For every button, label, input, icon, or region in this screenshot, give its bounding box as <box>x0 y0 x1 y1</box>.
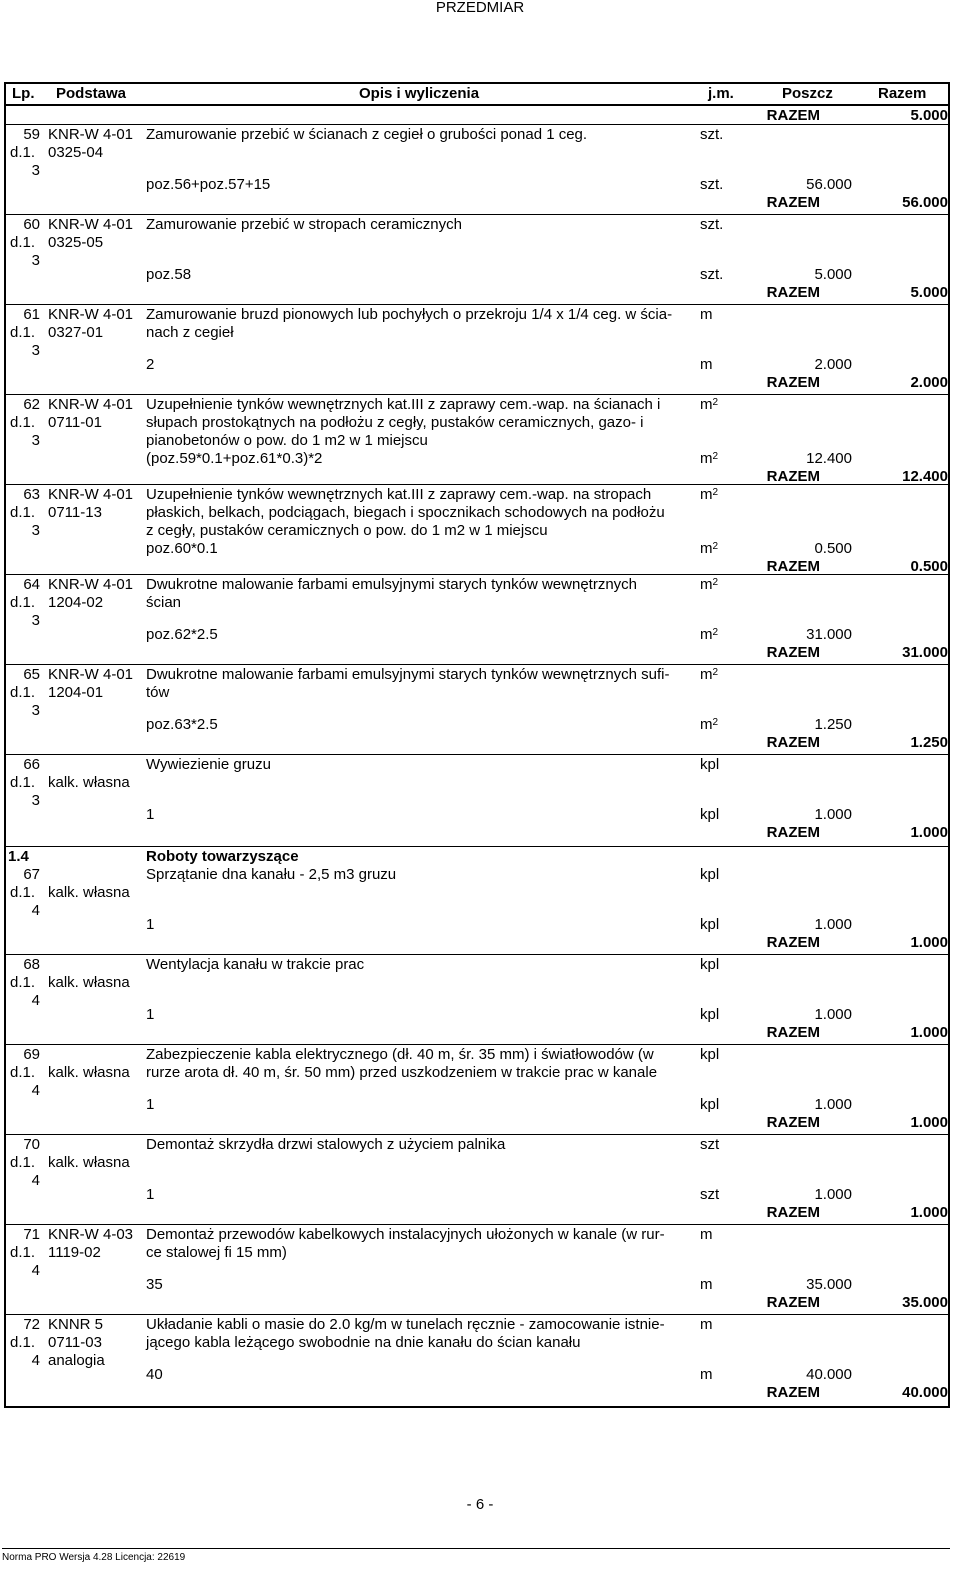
item-calculation: poz.60*0.1 <box>146 540 218 557</box>
item-unit: szt <box>700 1136 720 1153</box>
item-basis: 1204-02 <box>48 594 104 611</box>
item-subchapter: 3 <box>31 252 40 269</box>
item-calculation: 1 <box>146 916 155 933</box>
item-unit: szt. <box>700 126 724 143</box>
item-number: 68 <box>23 956 40 973</box>
item-razem-label: RAZEM <box>766 1384 820 1401</box>
item-description: Wywiezienie gruzu <box>146 756 271 773</box>
item-basis: KNR-W 4-01 <box>48 126 134 143</box>
item-subtotal: 1.000 <box>814 1186 852 1203</box>
item-description: Uzupełnienie tynków wewnętrznych kat.III z zaprawy cem.-wap. na stropach <box>146 486 652 503</box>
item-subchapter: 4 <box>31 992 40 1009</box>
item-subtotal: 31.000 <box>806 626 852 643</box>
item-subchapter: 3 <box>31 162 40 179</box>
item-description: Zamurowanie bruzd pionowych lub pochyłych o przekroju 1/4 x 1/4 ceg. w ścia- <box>146 306 673 323</box>
item-subchapter: 3 <box>31 522 40 539</box>
item-unit: kpl <box>700 1046 720 1063</box>
footer-license: Norma PRO Wersja 4.28 Licencja: 22619 <box>2 1552 186 1563</box>
item-unit: m <box>700 1316 713 1333</box>
item-basis: kalk. własna <box>48 1064 130 1081</box>
item-subtotal: 12.400 <box>806 450 852 467</box>
item-basis: KNR-W 4-03 <box>48 1226 134 1243</box>
item-number: 67 <box>23 866 40 883</box>
carry-razem-value: 5.000 <box>910 107 948 124</box>
item-calc-unit: szt. <box>700 176 724 193</box>
item-chapter: d.1. <box>10 144 36 161</box>
item-calculation: poz.56+poz.57+15 <box>146 176 271 193</box>
item-razem-label: RAZEM <box>766 1204 820 1221</box>
item-unit: kpl <box>700 956 720 973</box>
item-razem-value: 1.000 <box>910 1204 948 1221</box>
item-razem-value: 1.000 <box>910 1024 948 1041</box>
col-lp: Lp. <box>12 85 35 102</box>
item-description: rurze arota dł. 40 m, śr. 50 mm) przed uszkodzeniem w trakcie prac w kanale <box>146 1064 658 1081</box>
item-chapter: d.1. <box>10 234 36 251</box>
item-subchapter: 3 <box>31 612 40 629</box>
item-razem-label: RAZEM <box>766 284 820 301</box>
item-subtotal: 40.000 <box>806 1366 852 1383</box>
item-subchapter: 3 <box>31 432 40 449</box>
item-subchapter: 3 <box>31 342 40 359</box>
item-unit: szt. <box>700 216 724 233</box>
item-basis: KNR-W 4-01 <box>48 306 134 323</box>
col-razem: Razem <box>878 85 927 102</box>
item-unit: kpl <box>700 866 720 883</box>
footer-divider <box>2 1548 950 1549</box>
item-description: ścian <box>146 594 182 611</box>
item-chapter: d.1. <box>10 504 36 521</box>
item-basis: kalk. własna <box>48 774 130 791</box>
item-chapter: d.1. <box>10 1154 36 1171</box>
item-chapter: d.1. <box>10 974 36 991</box>
item-subtotal: 2.000 <box>814 356 852 373</box>
item-basis: KNR-W 4-01 <box>48 396 134 413</box>
unit-superscript: 2 <box>712 717 719 728</box>
item-calculation: 2 <box>146 356 155 373</box>
item-unit: $m^2$ <box>700 486 719 503</box>
item-subtotal: 1.000 <box>814 916 852 933</box>
item-razem-label: RAZEM <box>766 1114 820 1131</box>
item-razem-value: 1.000 <box>910 1114 948 1131</box>
item-chapter: d.1. <box>10 414 36 431</box>
item-razem-value: 2.000 <box>910 374 948 391</box>
item-calc-unit: m <box>700 356 713 373</box>
item-basis: 1204-01 <box>48 684 104 701</box>
item-subchapter: 4 <box>31 1352 40 1369</box>
item-calc-unit: $m^2$ <box>700 540 719 557</box>
item-description: Uzupełnienie tynków wewnętrznych kat.III z zaprawy cem.-wap. na ścianach i <box>146 396 661 413</box>
item-subtotal: 1.000 <box>814 1096 852 1113</box>
item-calc-unit: szt. <box>700 266 724 283</box>
item-razem-label: RAZEM <box>766 194 820 211</box>
item-description: pianobetonów o pow. do 1 m2 w 1 miejscu <box>146 432 428 449</box>
item-razem-value: 5.000 <box>910 284 948 301</box>
item-razem-value: 40.000 <box>902 1384 948 1401</box>
item-chapter: d.1. <box>10 774 36 791</box>
item-calculation: poz.58 <box>146 266 192 283</box>
item-chapter: d.1. <box>10 324 36 341</box>
item-calc-unit: $m^2$ <box>700 716 719 733</box>
row-divider <box>6 394 948 395</box>
item-basis: kalk. własna <box>48 1154 130 1171</box>
item-basis: 0711-03 <box>48 1334 102 1351</box>
item-calc-unit: szt <box>700 1186 720 1203</box>
item-razem-label: RAZEM <box>766 934 820 951</box>
item-subtotal: 56.000 <box>806 176 852 193</box>
item-calculation: 1 <box>146 1006 155 1023</box>
item-number: 59 <box>23 126 40 143</box>
item-basis: 1119-02 <box>48 1244 101 1261</box>
item-unit: m <box>700 306 713 323</box>
item-number: 61 <box>23 306 40 323</box>
unit-superscript: 2 <box>712 627 719 638</box>
item-unit: $m^2$ <box>700 576 719 593</box>
row-divider <box>6 484 948 485</box>
item-subchapter: 4 <box>31 1172 40 1189</box>
item-number: 64 <box>23 576 40 593</box>
item-razem-value: 56.000 <box>902 194 948 211</box>
item-basis: 0325-04 <box>48 144 104 161</box>
item-calc-unit: kpl <box>700 806 720 823</box>
item-description: jącego kabla leżącego swobodnie na dnie kanału do ścian kanału <box>146 1334 581 1351</box>
item-chapter: d.1. <box>10 1064 36 1081</box>
item-description: tów <box>146 684 170 701</box>
item-unit: $m^2$ <box>700 666 719 683</box>
item-basis: KNR-W 4-01 <box>48 576 134 593</box>
item-chapter: d.1. <box>10 1244 36 1261</box>
item-calc-unit: m <box>700 1366 713 1383</box>
item-razem-value: 0.500 <box>910 558 948 575</box>
item-basis: analogia <box>48 1352 105 1369</box>
item-subtotal: 35.000 <box>806 1276 852 1293</box>
row-divider <box>6 304 948 305</box>
row-divider <box>6 954 948 955</box>
item-description: Zamurowanie przebić w stropach ceramicznych <box>146 216 462 233</box>
item-description: z cegły, pustaków ceramicznych o pow. do 1 m2 w 1 miejscu <box>146 522 548 539</box>
item-razem-value: 1.250 <box>910 734 948 751</box>
section-number: 1.4 <box>8 848 29 865</box>
row-divider <box>6 1314 948 1315</box>
unit-superscript: 2 <box>712 397 719 408</box>
unit-superscript: 2 <box>712 541 719 552</box>
item-description: Dwukrotne malowanie farbami emulsyjnymi starych tynków wewnętrznych <box>146 576 638 593</box>
unit-superscript: 2 <box>712 667 719 678</box>
item-calc-unit: $m^2$ <box>700 626 719 643</box>
row-divider <box>6 574 948 575</box>
item-description: Dwukrotne malowanie farbami emulsyjnymi starych tynków wewnętrznych sufi- <box>146 666 670 683</box>
item-subchapter: 3 <box>31 792 40 809</box>
item-calculation: 1 <box>146 1096 155 1113</box>
item-calculation: poz.63*2.5 <box>146 716 218 733</box>
item-subchapter: 4 <box>31 1082 40 1099</box>
item-subtotal: 1.000 <box>814 1006 852 1023</box>
item-calculation: 40 <box>146 1366 163 1383</box>
item-razem-label: RAZEM <box>766 468 820 485</box>
item-description: słupach prostokątnych na podłożu z cegły, pustaków ceramicznych, gazo- i <box>146 414 644 431</box>
unit-superscript: 2 <box>712 487 719 498</box>
item-basis: kalk. własna <box>48 974 130 991</box>
item-subchapter: 4 <box>31 1262 40 1279</box>
item-description: Wentylacja kanału w trakcie prac <box>146 956 365 973</box>
row-divider <box>6 1044 948 1045</box>
col-jm: j.m. <box>708 85 734 102</box>
item-chapter: d.1. <box>10 1334 36 1351</box>
item-razem-value: 12.400 <box>902 468 948 485</box>
unit-superscript: 2 <box>712 577 719 588</box>
item-number: 66 <box>23 756 40 773</box>
item-number: 72 <box>23 1316 40 1333</box>
item-calculation: poz.62*2.5 <box>146 626 218 643</box>
item-description: Zamurowanie przebić w ścianach z cegieł o grubości ponad 1 ceg. <box>146 126 588 143</box>
item-calc-unit: m <box>700 1276 713 1293</box>
carry-razem-label: RAZEM <box>766 107 820 124</box>
item-razem-label: RAZEM <box>766 824 820 841</box>
item-description: nach z cegieł <box>146 324 234 341</box>
item-subtotal: 5.000 <box>814 266 852 283</box>
item-basis: 0711-01 <box>48 414 102 431</box>
item-chapter: d.1. <box>10 884 36 901</box>
row-divider <box>6 214 948 215</box>
item-chapter: d.1. <box>10 594 36 611</box>
col-opis: Opis i wyliczenia <box>359 85 480 102</box>
item-razem-value: 1.000 <box>910 824 948 841</box>
item-unit: kpl <box>700 756 720 773</box>
item-razem-label: RAZEM <box>766 1024 820 1041</box>
item-basis: kalk. własna <box>48 884 130 901</box>
row-divider <box>6 124 948 125</box>
item-number: 62 <box>23 396 40 413</box>
item-basis: KNR-W 4-01 <box>48 666 134 683</box>
item-unit: $m^2$ <box>700 396 719 413</box>
item-razem-value: 31.000 <box>902 644 948 661</box>
item-calc-unit: kpl <box>700 916 720 933</box>
item-calc-unit: kpl <box>700 1096 720 1113</box>
item-number: 71 <box>23 1226 40 1243</box>
unit-superscript: 2 <box>712 451 719 462</box>
item-number: 65 <box>23 666 40 683</box>
item-number: 63 <box>23 486 40 503</box>
item-basis: KNR-W 4-01 <box>48 216 134 233</box>
item-calculation: (poz.59*0.1+poz.61*0.3)*2 <box>146 450 323 467</box>
page-title: PRZEDMIAR <box>435 0 525 16</box>
item-description: Demontaż skrzydła drzwi stalowych z użyciem palnika <box>146 1136 506 1153</box>
item-description: Układanie kabli o masie do 2.0 kg/m w tunelach ręcznie - zamocowanie istnie- <box>146 1316 665 1333</box>
item-subchapter: 4 <box>31 902 40 919</box>
item-unit: m <box>700 1226 713 1243</box>
item-subtotal: 0.500 <box>814 540 852 557</box>
item-number: 70 <box>23 1136 40 1153</box>
item-razem-label: RAZEM <box>766 374 820 391</box>
item-description: ce stalowej fi 15 mm) <box>146 1244 287 1261</box>
row-divider <box>6 1224 948 1225</box>
item-number: 69 <box>23 1046 40 1063</box>
item-razem-value: 1.000 <box>910 934 948 951</box>
item-subtotal: 1.000 <box>814 806 852 823</box>
section-title: Roboty towarzyszące <box>146 848 299 865</box>
item-subchapter: 3 <box>31 702 40 719</box>
col-poszcz: Poszcz <box>782 85 833 102</box>
table-header <box>4 82 950 106</box>
item-basis: KNR-W 4-01 <box>48 486 134 503</box>
item-number: 60 <box>23 216 40 233</box>
item-basis: KNNR 5 <box>48 1316 104 1333</box>
item-basis: 0327-01 <box>48 324 104 341</box>
item-calculation: 35 <box>146 1276 163 1293</box>
item-basis: 0325-05 <box>48 234 104 251</box>
item-description: Sprzątanie dna kanału - 2,5 m3 gruzu <box>146 866 397 883</box>
item-calculation: 1 <box>146 806 155 823</box>
item-razem-label: RAZEM <box>766 558 820 575</box>
item-razem-value: 35.000 <box>902 1294 948 1311</box>
item-description: Demontaż przewodów kabelkowych instalacyjnych ułożonych w kanale (w rur- <box>146 1226 665 1243</box>
item-calc-unit: kpl <box>700 1006 720 1023</box>
row-divider <box>6 1134 948 1135</box>
item-chapter: d.1. <box>10 684 36 701</box>
section-divider <box>6 846 948 847</box>
item-razem-label: RAZEM <box>766 1294 820 1311</box>
item-calculation: 1 <box>146 1186 155 1203</box>
row-divider <box>6 664 948 665</box>
item-basis: 0711-13 <box>48 504 102 521</box>
item-description: płaskich, belkach, podciągach, biegach i spocznikach schodowych na podłożu <box>146 504 665 521</box>
page-number: - 6 - <box>466 1496 494 1513</box>
item-razem-label: RAZEM <box>766 734 820 751</box>
item-description: Zabezpieczenie kabla elektrycznego (dł. 40 m, śr. 35 mm) i światłowodów (w <box>146 1046 654 1063</box>
item-subtotal: 1.250 <box>814 716 852 733</box>
item-razem-label: RAZEM <box>766 644 820 661</box>
row-divider <box>6 754 948 755</box>
col-podstawa: Podstawa <box>56 85 127 102</box>
item-calc-unit: $m^2$ <box>700 450 719 467</box>
